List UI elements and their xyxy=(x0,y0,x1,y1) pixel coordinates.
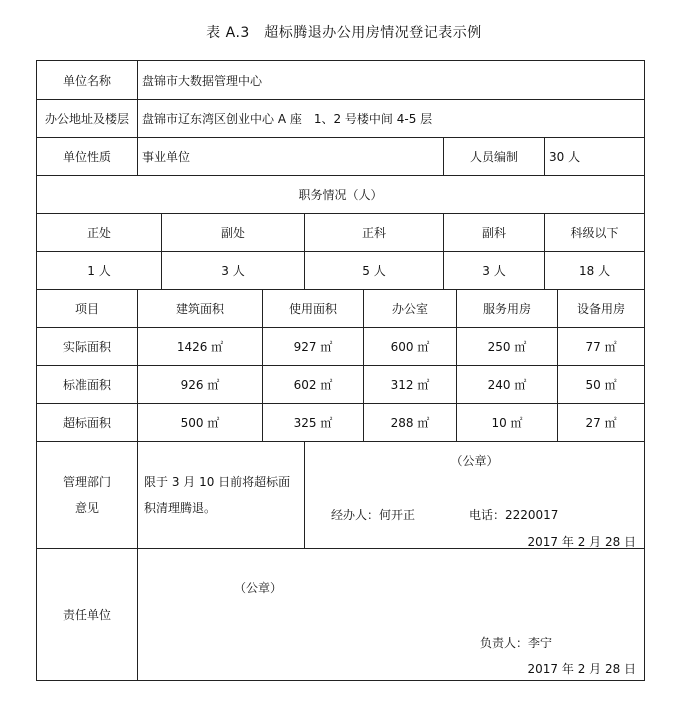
management-seal: （公章） xyxy=(450,454,499,468)
position-value: 3 人 xyxy=(162,252,305,290)
responsible-label: 责任单位 xyxy=(37,549,138,681)
position-value: 3 人 xyxy=(444,252,545,290)
responsible-person: 负责人：李宁 xyxy=(480,636,553,650)
area-header: 使用面积 xyxy=(263,290,364,328)
area-cell: 50 ㎡ xyxy=(558,366,645,404)
management-label-line2: 意见 xyxy=(74,501,99,515)
responsible-signature-area xyxy=(138,549,645,681)
area-cell: 312 ㎡ xyxy=(364,366,457,404)
area-header: 建筑面积 xyxy=(138,290,263,328)
unit-name-label: 单位名称 xyxy=(37,61,138,100)
position-column: 正科 xyxy=(305,214,444,252)
area-cell: 288 ㎡ xyxy=(364,404,457,442)
area-header: 设备用房 xyxy=(558,290,645,328)
area-cell: 927 ㎡ xyxy=(263,328,364,366)
area-header: 服务用房 xyxy=(457,290,558,328)
management-label-line1: 管理部门 xyxy=(62,475,111,489)
area-cell: 600 ㎡ xyxy=(364,328,457,366)
area-cell: 1426 ㎡ xyxy=(138,328,263,366)
management-row xyxy=(37,442,645,549)
area-cell: 325 ㎡ xyxy=(263,404,364,442)
position-column: 副处 xyxy=(162,214,305,252)
staff-label: 人员编制 xyxy=(444,138,545,176)
area-header: 项目 xyxy=(37,290,138,328)
table-row xyxy=(37,404,645,442)
area-row-label: 实际面积 xyxy=(37,328,138,366)
position-value: 1 人 xyxy=(37,252,162,290)
management-phone: 电话：2220017 xyxy=(469,508,559,522)
area-header-row xyxy=(37,290,645,328)
unit-name-row xyxy=(37,61,645,100)
area-cell: 926 ㎡ xyxy=(138,366,263,404)
table-row xyxy=(37,328,645,366)
positions-columns-row xyxy=(37,214,645,252)
table-row xyxy=(37,366,645,404)
management-signature-area xyxy=(305,442,645,549)
document-title: 表 A.3 超标腾退办公用房情况登记表示例 xyxy=(206,25,482,41)
unit-name-value: 盘锦市大数据管理中心 xyxy=(138,61,645,100)
position-column: 正处 xyxy=(37,214,162,252)
responsible-seal: （公章） xyxy=(234,581,283,595)
address-value: 盘锦市辽东湾区创业中心 A 座 1、2 号楼中间 4-5 层 xyxy=(138,100,645,138)
area-header: 办公室 xyxy=(364,290,457,328)
responsible-row xyxy=(37,549,645,681)
address-label: 办公地址及楼层 xyxy=(37,100,138,138)
staff-value: 30 人 xyxy=(545,138,645,176)
area-cell: 77 ㎡ xyxy=(558,328,645,366)
position-column: 科级以下 xyxy=(545,214,645,252)
area-row-label: 超标面积 xyxy=(37,404,138,442)
position-column: 副科 xyxy=(444,214,545,252)
registration-table xyxy=(36,60,645,681)
positions-values-row xyxy=(37,252,645,290)
nature-row xyxy=(37,138,645,176)
positions-header-row xyxy=(37,176,645,214)
area-cell: 602 ㎡ xyxy=(263,366,364,404)
management-opinion: 限于 3 月 10 日前将超标面积清理腾退。 xyxy=(138,442,305,549)
management-handler: 经办人：何开正 xyxy=(331,508,416,522)
position-value: 5 人 xyxy=(305,252,444,290)
responsible-date: 2017 年 2 月 28 日 xyxy=(527,662,637,676)
management-label xyxy=(37,442,138,549)
position-value: 18 人 xyxy=(545,252,645,290)
area-cell: 250 ㎡ xyxy=(457,328,558,366)
nature-value: 事业单位 xyxy=(138,138,444,176)
area-cell: 27 ㎡ xyxy=(558,404,645,442)
management-date: 2017 年 2 月 28 日 xyxy=(527,535,637,549)
address-row xyxy=(37,100,645,138)
area-row-label: 标准面积 xyxy=(37,366,138,404)
nature-label: 单位性质 xyxy=(37,138,138,176)
positions-header: 职务情况（人） xyxy=(37,176,645,214)
area-cell: 10 ㎡ xyxy=(457,404,558,442)
area-cell: 500 ㎡ xyxy=(138,404,263,442)
area-cell: 240 ㎡ xyxy=(457,366,558,404)
